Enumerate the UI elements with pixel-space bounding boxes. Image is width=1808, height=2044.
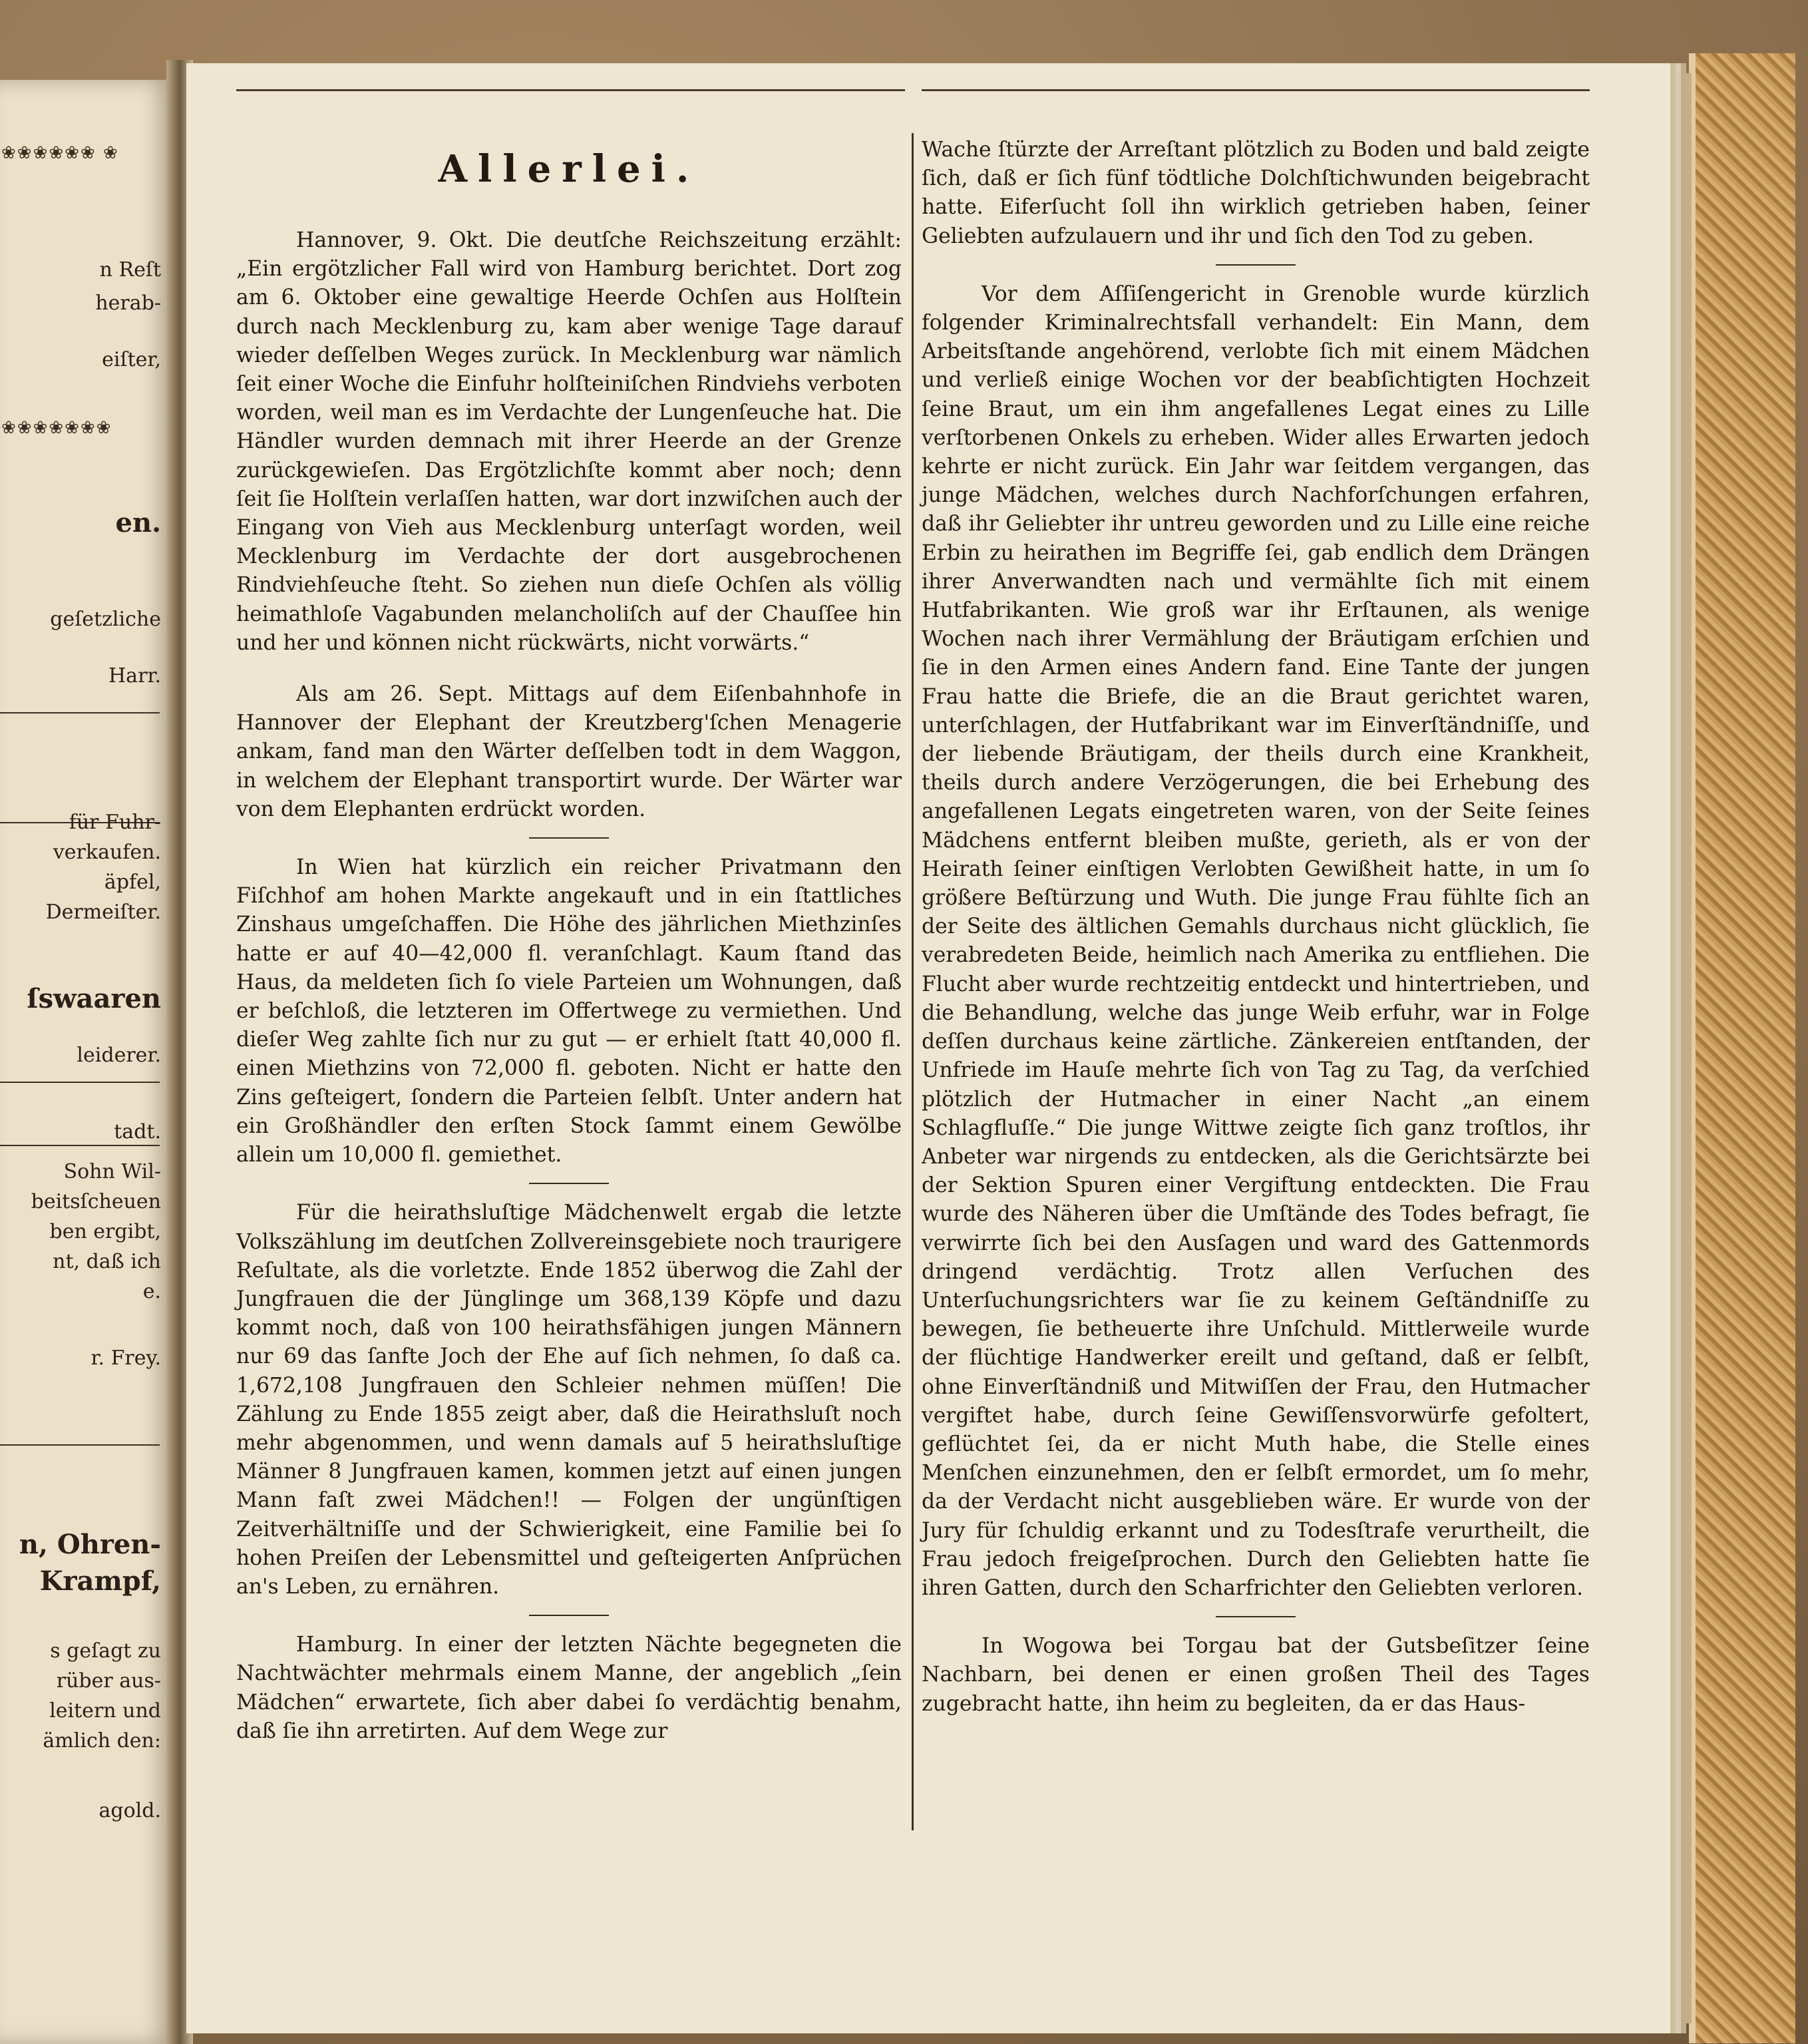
left-page-rule — [0, 1444, 160, 1446]
article-column-right — [922, 136, 1590, 1719]
paragraph-gap — [236, 658, 902, 680]
left-page-text-line: ämlich den: — [43, 1729, 161, 1752]
left-page-rule — [0, 1082, 160, 1083]
left-page — [0, 80, 174, 2044]
section-title: Allerlei. — [438, 147, 700, 191]
header-rule-left — [236, 89, 905, 91]
left-page-text-line: nt, daß ich — [53, 1250, 161, 1273]
left-page-text-line: ſswaaren — [27, 983, 161, 1014]
left-page-text-line: Krampf, — [39, 1565, 161, 1597]
article-column-left — [236, 147, 902, 1746]
article-paragraph: Hamburg. In einer der letzten Nächte begegneten die Nachtwächter mehrmals einem Manne, der angeblich „ſein Mädchen“ erwartete, ſich aber dabei ſo verdächtig benahm, daß ſie ihn arretirten. Auf dem Wege zur — [236, 1633, 902, 1743]
left-page-text-line: agold. — [98, 1799, 161, 1822]
article-separator — [529, 1183, 609, 1184]
article-paragraph: In Wogowa bei Torgau bat der Gutsbeſitzer ſeine Nachbarn, bei denen er einen großen Theil des Tages zugebracht hatte, ihn heim zu begleiten, da er das Haus- — [922, 1634, 1590, 1716]
column-divider — [912, 133, 914, 1830]
article-paragraph: Hannover, 9. Okt. Die deutſche Reichszeitung erzählt: „Ein ergötzlicher Fall wird von Hamburg berichtet. Dort zog am 6. Oktober eine gewaltige Heerde Ochſen aus Holſtein durch nach Mecklenburg zu, kam aber wenige Tage darauf wieder deſſelben Weges zurück. In Mecklenburg war nämlich ſeit einer Woche die Einfuhr holſteiniſchen Rindviehs verboten worden, weil man es im Verdachte der Lungenſeuche hat. Die Händler wurden demnach mit ihrer Heerde an der Grenze zurückgewieſen. Das Ergötzlichſte kommt aber noch; denn ſeit ſie Holſtein verlaſſen hatten, war dort inzwiſchen auch der Eingang von Vieh aus Mecklenburg unterſagt worden, weil Mecklenburg im Verdachte der dort ausgebrochenen Rindviehſeuche ſteht. So ziehen nun dieſe Ochſen als völlig heimathloſe Vagabunden melancholiſch auf der Chauſſee hin und her und können nicht rückwärts, nicht vorwärts.“ — [236, 228, 902, 655]
left-page-text-line: eiſter, — [102, 348, 161, 371]
article-separator — [1216, 264, 1296, 266]
article-paragraph: Vor dem Aſſiſengericht in Grenoble wurde kürzlich folgender Kriminalrechtsfall verhandelt: Ein Mann, dem Arbeitsſtande angehörend, verlobte ſich mit einem Mädchen und verließ einige Wochen vor der beabſichtigten Hochzeit ſeine Braut, um ein ihm angefallenes Legat eines zu Lille verſtorbenen Onkels zu erheben. Wider alles Erwarten jedoch kehrte er nicht zurück. Ein Jahr war ſeitdem vergangen, das junge Mädchen, welches durch Nachforſchungen erfahren, daß ihr Geliebter ihr untreu geworden und zu Lille eine reiche Erbin zu heirathen im Begriffe ſei, gab endlich dem Drängen ihrer Anverwandten nach und vermählte ſich mit einem Hutfabrikanten. Wie groß war ihr Erſtaunen, als wenige Wochen nach ihrer Vermählung der Bräutigam erſchien und ſie in den Armen eines Andern fand. Eine Tante der jungen Frau hatte die Briefe, die an die Braut gerichtet waren, unterſchlagen, der Hutfabrikant war im Einverſtändniſſe, und der liebende Bräutigam, der theils durch eine Krankheit, theils durch andere Verzögerungen, die bei Erhebung des angefallenen Legats eingetreten waren, von der Seite ſeines Mädchens entfernt bleiben mußte, gerieth, als er von der Heirath ſeiner einſtigen Verlobten Gewißheit hatte, in um ſo größere Beſtürzung und Wuth. Die junge Frau fühlte ſich an der Seite des ältlichen Gemahls durchaus nicht glücklich, ſie verabredeten Beide, heimlich nach Amerika zu entfliehen. Die Flucht aber wurde rechtzeitig entdeckt und hintertrieben, und die Behandlung, welche das junge Weib erfuhr, war in Folge deſſen durchaus keine zärtliche. Zänkereien entſtanden, der Unfriede im Hauſe mehrte ſich von Tag zu Tag, da verſchied plötzlich der Hutmacher in einer Nacht „an einem Schlagfluſſe.“ Die junge Wittwe zeigte ſich ganz troſtlos, ihr Anbeter war nirgends zu entdecken, als die Gerichtsärzte bei der Sektion Spuren einer Vergiftung entdeckten. Die Frau wurde des Näheren über die Umſtände des Todes befragt, ſie verwirrte ſich bei den Ausſagen und ward des Gattenmords dringend verdächtig. Trotz allen Verſuchen des Unterſuchungsrichters war ſie zu keinem Geſtändniſſe zu bewegen, ſie betheuerte ihre Unſchuld. Mittlerweile wurde der flüchtige Handwerker ereilt und geſtand, daß er ſelbſt, ohne Einverſtändniß und Mitwiſſen der Frau, den Hutmacher vergiftet habe, durch ſeine Gewiſſensvorwürfe gefoltert, geflüchtet ſei, da er nicht Muth habe, die Stelle eines Menſchen einzunehmen, den er ſelbſt ermordet, um ſo mehr, da der Verdacht nicht ausgeblieben wäre. Er wurde von der Jury für ſchuldig erkannt und zu Todesſtrafe verurtheilt, die Frau jedoch freigeſprochen. Durch den Geliebten hatte ſie ihren Gatten, durch den Scharfrichter den Geliebten verloren. — [922, 282, 1590, 1600]
left-page-text-line: beitsſcheuen — [31, 1190, 161, 1213]
header-rule-right — [922, 89, 1590, 91]
page-stack-edge — [1670, 73, 1692, 2023]
left-page-text-line: leitern und — [49, 1699, 161, 1723]
article-separator — [529, 837, 609, 839]
left-page-text-line: geſetzliche — [50, 608, 161, 631]
ornament-border-bottom: ❀❀❀❀❀❀❀ — [1, 418, 112, 438]
left-page-text-line: herab- — [95, 292, 161, 315]
article-paragraph: Wache ſtürzte der Arreſtant plötzlich zu Boden und bald zeigte ſich, daß er ſich fünf tödtliche Dolchſtichwunden beigebracht hatte. Eiferſucht ſoll ihn wirklich getrieben haben, ſeiner Geliebten aufzulauern und ihr und ſich den Tod zu geben. — [922, 138, 1590, 248]
article-paragraph: Als am 26. Sept. Mittags auf dem Eiſenbahnhofe in Hannover der Elephant der Kreutzberg'ſchen Menagerie ankam, fand man den Wärter deſſelben todt in dem Waggon, in welchem der Elephant transportirt wurde. Der Wärter war von dem Elephanten erdrückt worden. — [236, 682, 902, 821]
left-page-text-line: r. Frey. — [90, 1346, 161, 1370]
left-page-text-line: Dermeiſter. — [45, 901, 161, 924]
left-page-text-line: Harr. — [108, 664, 161, 688]
left-page-text-line: Sohn Wil- — [63, 1160, 161, 1183]
book-fore-edge — [1689, 53, 1795, 2043]
left-page-text-line: ben ergibt, — [49, 1220, 161, 1243]
left-page-text-line: tadt. — [114, 1120, 161, 1143]
left-page-text-line: n Reſt — [99, 258, 161, 282]
left-page-text-line: verkaufen. — [53, 841, 161, 864]
left-page-text-line: rüber aus- — [56, 1669, 161, 1693]
left-page-text-line: en. — [115, 507, 161, 538]
left-page-text-line: n, Ohren- — [19, 1529, 161, 1560]
article-paragraph: In Wien hat kürzlich ein reicher Privatmann den Fiſchhof am hohen Markte angekauft und in ein ſtattliches Zinshaus umgeſchaffen. Die Höhe des jährlichen Miethzinſes hatte er auf 40—42,000 fl. veranſchlagt. Kaum ſtand das Haus, da meldeten ſich ſo viele Parteien um Wohnungen, daß er beſchloß, die letzteren im Offertwege zu vermiethen. Und dieſer Weg zahlte ſich nur zu gut — er erhielt ſtatt 40,000 fl. einen Miethzins von 72,000 fl. geboten. Nicht er hatte den Zins geſteigert, ſondern die Parteien ſelbſt. Unter andern hat ein Großhändler den erſten Stock ſammt einem Gewölbe allein um 10,000 fl. gemiethet. — [236, 855, 902, 1167]
left-page-text-line: s geſagt zu — [50, 1639, 161, 1663]
left-page-rule — [0, 712, 160, 714]
left-page-text-line: für Fuhr- — [69, 811, 161, 834]
ornament-border-top: ❀❀❀❀❀❀ ❀ — [1, 143, 119, 163]
article-separator — [1216, 1616, 1296, 1617]
article-separator — [529, 1615, 609, 1616]
article-paragraph: Für die heirathsluſtige Mädchenwelt ergab die letzte Volkszählung im deutſchen Zollvereinsgebiete noch traurigere Reſultate, als die vorletzte. Ende 1852 überwog die Zahl der Jungfrauen die der Jünglinge um 368,139 Köpfe und dazu kommt noch, daß von 100 heirathsfähigen jungen Männern nur 69 das ſanfte Joch der Ehe auf ſich nehmen, ſo daß ca. 1,672,108 Jungfrauen den Schleier nehmen müſſen! Die Zählung zu Ende 1855 zeigt aber, daß die Heirathsluſt noch mehr abgenommen, und wenn damals auf 5 heirathsluſtige Männer 8 Jungfrauen kamen, kommen jetzt auf einen jungen Mann faſt zwei Mädchen!! — Folgen der ungünſtigen Zeitverhältniſſe und der Schwierigkeit, eine Familie bei ſo hohen Preiſen der Lebensmittel und geſteigerten Anſprüchen an's Leben, zu ernähren. — [236, 1201, 902, 1599]
left-page-text-line: e. — [142, 1280, 161, 1303]
left-page-text-line: leiderer. — [77, 1044, 161, 1067]
left-page-text-line: äpfel, — [104, 871, 161, 894]
